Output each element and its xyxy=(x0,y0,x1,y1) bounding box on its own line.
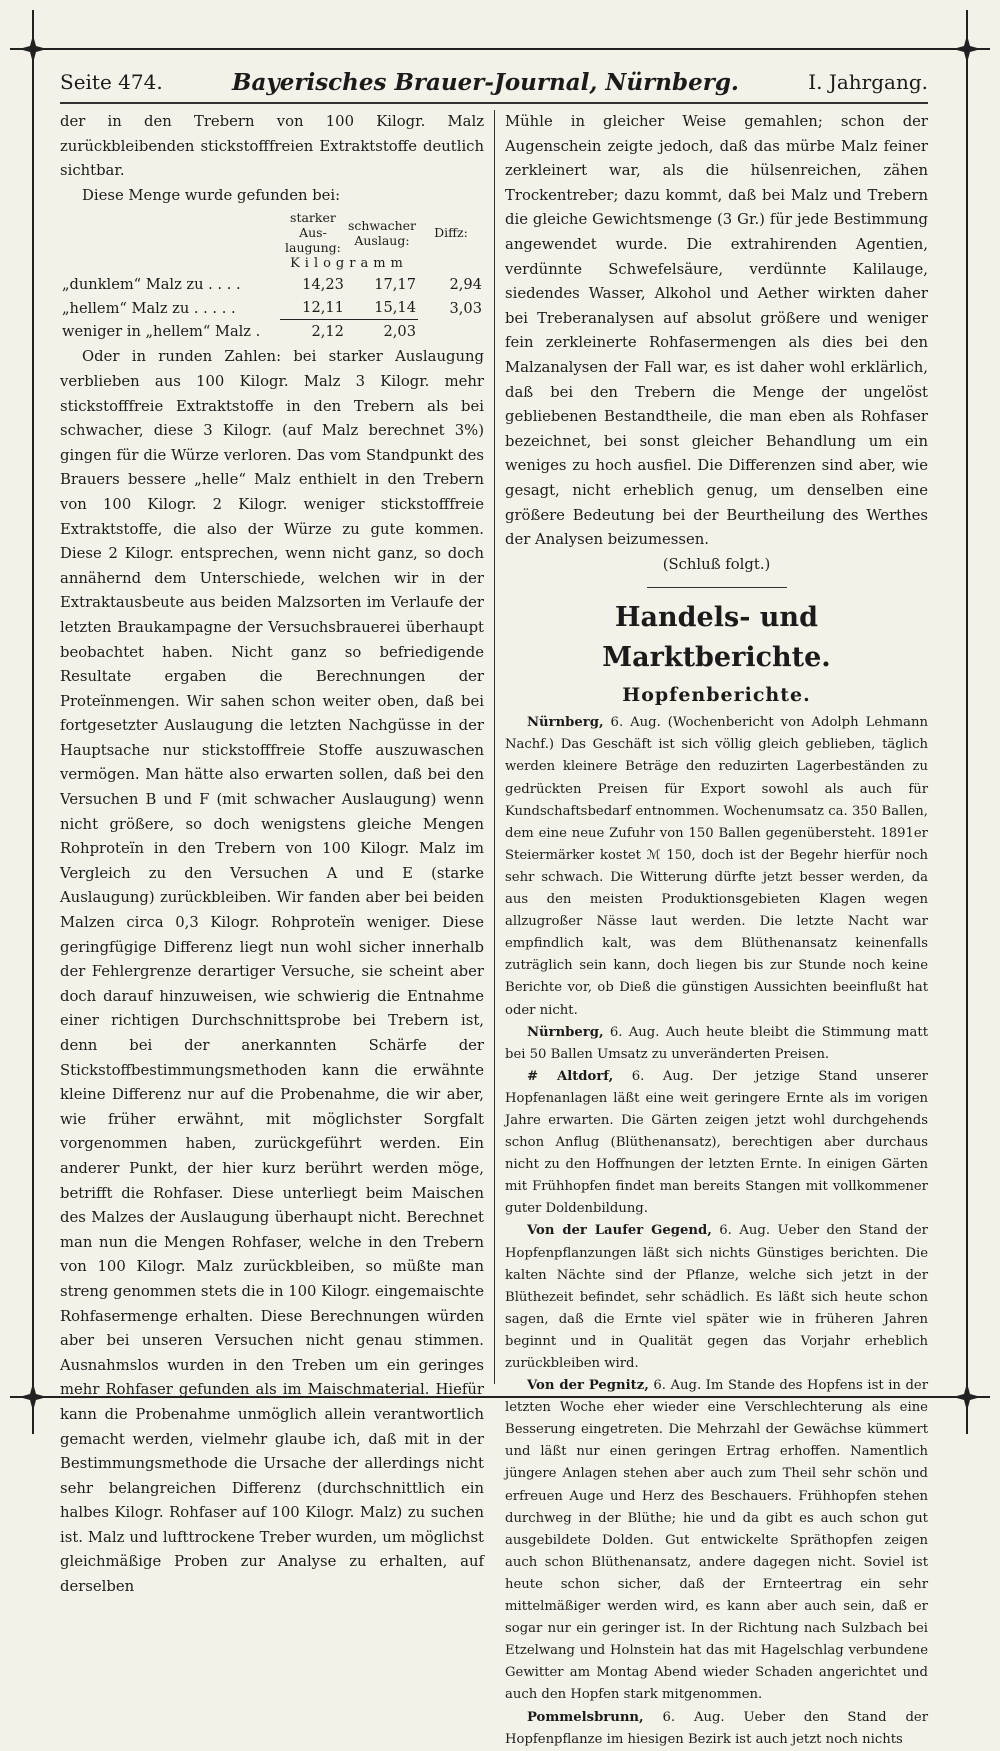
report-place: Nürnberg, xyxy=(527,1024,604,1040)
cell: 2,03 xyxy=(346,320,418,344)
cell: 14,23 xyxy=(302,276,344,294)
paragraph: Oder in runden Zahlen: bei starker Auslaugung verblieben aus 100 Kilogr. Malz 3 Kilogr. mehr stickstofffreie Extraktstoffe in den Trebern als bei schwacher, diese 3 Kilogr. (auf Malz berechnet 3%) gingen für die Würze verloren. Das vom Standpunkt des Brauers bessere „helle“ Malz enthielt in den Trebern von 100 Kilogr. 2 Kilogr. weniger stickstofffreie Extraktstoffe, die also der Würze zu gute kommen. Diese 2 Kilogr. entsprechen, wenn nicht ganz, so doch annähernd dem Unterschiede, welchen wir in der Extraktausbeute aus beiden Malzsorten im Verlaufe der letzten Braukampagne der Versuchsbrauerei überhaupt beobachtet haben. Nicht ganz so befriedigende Resultate ergaben die Berechnungen der Proteïnmengen. Wir sahen schon weiter oben, daß bei fortgesetzter Auslaugung die letzten Nachgüsse in der Hauptsache nur stickstofffreie Stoffe auszuwaschen vermögen. Man hätte also erwarten sollen, daß bei den Versuchen B und F (mit schwacher Auslaugung) wenn nicht größere, so doch wenigstens gleiche Mengen Rohproteïn in den Trebern von 100 Kilogr. Malz im Vergleich zu den Versuchen A und E (starke Auslaugung) zurückbleiben. Wir fanden aber bei beiden Malzen circa 0,3 Kilogr. Rohproteïn weniger. Diese geringfügige Differenz liegt nun wohl sicher innerhalb der Fehlergrenze derartiger Versuche, sie scheint aber doch darauf hinzuweisen, wie schwierig die Entnahme einer richtigen Durchschnittsprobe bei Trebern ist, denn bei der anerkannten Schärfe der Stickstoffbestimmungsmethoden kann die erwähnte kleine Differenz nur auf die Probenahme, die wir aber, wie früher erwähnt, mit möglichster Sorgfalt vorgenommen haben, zurückgeführt werden. Ein anderer Punkt, der hier kurz berührt werden möge, betrifft die Rohfaser. Diese unterliegt beim Maischen des Malzes der Auslaugung überhaupt nicht. Berechnet man nun die Mengen Rohfaser, welche in den Trebern von 100 Kilogr. Malz zurückbleiben, so müßte man streng genommen stets die in 100 Kilogr. eingemaischte Rohfasermenge erhalten. Diese Berechnungen würden aber bei unseren Versuchen nicht genau stimmen. Ausnahmslos wurden in den Treben um ein geringes mehr Rohfaser gefunden als im Maischmaterial. Hiefür kann die Probenahme unmöglich allein verantwortlich gemacht werden, vielmehr glaube ich, daß mit in der Bestimmungsmethode die Ursache der allerdings nicht sehr belangreichen Differenz (durchschnittlich ein halbes Kilogr. Rohfaser auf 100 Kilogr. Malz) zu suchen ist. Malz und lufttrockene Treber wurden, um möglichst gleichmäßige Proben zur Analyse zu erhalten, auf derselben xyxy=(60,348,484,1596)
paragraph: Diese Menge wurde gefunden bei: xyxy=(82,186,341,204)
report-place: Von der Laufer Gegend, xyxy=(527,1223,712,1239)
hop-reports xyxy=(505,712,928,1750)
report-text: 6. Aug. Ueber den Stand der Hopfenpflanzungen läßt sich nichts Günstiges berichten. Die kalten Nächte sind der Pflanze, welche sich jetzt in der Blüthezeit befindet, sehr schädlich. Es läßt sich heute schon sagen, daß die Ernte viel später wie in früheren Jahren beginnt und in Qualität gegen das Vorjahr erheblich zurückbleiben wird. xyxy=(505,1223,928,1371)
right-column xyxy=(494,110,929,1747)
left-column xyxy=(60,110,494,1596)
row-label: „dunklem“ Malz zu . . . . xyxy=(62,276,241,294)
cell: 15,14 xyxy=(374,299,416,317)
cell xyxy=(418,320,484,344)
paragraph: der in den Trebern von 100 Kilogr. Malz zurückbleibenden stickstofffreien Extraktstoffe deutlich sichtbar. xyxy=(60,113,484,180)
report-item xyxy=(505,1022,928,1066)
report-item xyxy=(505,1220,928,1375)
table-header: schwacher Auslaug: xyxy=(347,217,416,248)
cell: 12,11 xyxy=(302,299,344,317)
table-row xyxy=(60,320,484,344)
report-text: 6. Aug. (Wochenbericht von Adolph Lehmann Nachf.) Das Geschäft ist sich völlig gleich geblieben, täglich werden kleinere Beträge den reduzirten Lagerbeständen zu gedrückten Preisen für Export sowohl als auch für Kundschaftsbedarf entnommen. Wochenumsatz ca. 350 Ballen, dem eine neue Zufuhr von 150 Ballen gegenübersteht. 1891er Steiermärker kostet ℳ 150, doch ist der Begehr hierfür noch sehr schwach. Die Witterung dürfte jetzt besser werden, da aus den meisten Produktionsgebieten Klagen wegen allzugroßer Nässe laut werden. Die letzte Nacht war empfindlich kalt, was dem Blüthenansatz keinenfalls zuträglich sein kann, doch liegen bis zur Stunde noch keine Berichte vor, ob Dieß die günstigen Aussichten beeinflußt hat oder nicht. xyxy=(505,715,928,1018)
paragraph: Mühle in gleicher Weise gemahlen; schon der Augenschein zeigte jedoch, daß das mürbe Malz feiner zerkleinert war, als die hülsenreichen, zähen Trockentreber; dazu kommt, daß bei Malz und Trebern die gleiche Gewichtsmenge (3 Gr.) für jede Bestimmung angewendet wurde. Die extrahirenden Agentien, verdünnte Schwefelsäure, verdünnte Kalilauge, siedendes Wasser, Alkohol und Aether wirkten daher bei Treberanalysen auf absolut größere und weniger fein zerkleinerte Rohfasermengen als dies bei den Malzanalysen der Fall war, es ist daher wohl erklärlich, daß bei den Trebern die Menge der ungelöst gebliebenen Bestandtheile, die man eben als Rohfaser bezeichnet, bei sonst gleicher Behandlung um ein weniges zu hoch ausfiel. Die Differenzen sind aber, wie gesagt, nicht erheblich genug, um denselben eine größere Bedeutung bei der Beurtheilung des Werthes der Analysen beizumessen. xyxy=(505,113,928,549)
report-item xyxy=(505,1375,928,1706)
report-item xyxy=(505,1066,928,1221)
corner-ornament-icon xyxy=(953,35,981,63)
corner-ornament-icon xyxy=(19,1383,47,1411)
page-number: Seite 474. xyxy=(60,70,163,94)
report-place: Pommelsbrunn, xyxy=(527,1709,644,1725)
volume-label: I. Jahrgang. xyxy=(808,70,928,94)
sub-title: Hopfenberichte. xyxy=(622,684,811,707)
corner-ornament-icon xyxy=(19,35,47,63)
table-header: starker Aus- laugung: xyxy=(285,210,341,256)
malt-table xyxy=(60,210,484,343)
continued-note: (Schluß folgt.) xyxy=(662,555,771,573)
text-columns xyxy=(60,110,929,1747)
border-right xyxy=(966,10,968,1434)
separator-rule xyxy=(647,587,787,588)
table-row xyxy=(60,273,484,296)
report-text: 6. Aug. Ueber den Stand der Hopfenpflanze im hiesigen Bezirk ist auch jetzt noch nichts xyxy=(505,1709,928,1747)
table-header: Diffz: xyxy=(434,225,468,241)
corner-ornament-icon xyxy=(953,1383,981,1411)
row-label: „hellem“ Malz zu . . . . . xyxy=(62,299,236,317)
section-title: Handels- und Marktberichte. xyxy=(602,602,831,674)
cell: 17,17 xyxy=(374,276,416,294)
cell: 3,03 xyxy=(449,299,482,317)
report-text: 6. Aug. Auch heute bleibt die Stimmung matt bei 50 Ballen Umsatz zu unveränderten Preisen. xyxy=(505,1024,928,1062)
report-place: Nürnberg, xyxy=(527,715,604,731)
row-label: weniger in „hellem“ Malz . xyxy=(62,323,261,341)
report-place: # Altdorf, xyxy=(527,1068,614,1084)
running-header xyxy=(60,62,928,104)
table-row xyxy=(60,296,484,320)
border-top xyxy=(10,48,990,50)
table-unit: Kilogramm xyxy=(290,256,408,272)
report-item xyxy=(505,1707,928,1751)
cell: 2,12 xyxy=(280,320,346,344)
report-item xyxy=(505,712,928,1021)
cell: 2,94 xyxy=(449,276,482,294)
report-place: Von der Pegnitz, xyxy=(527,1378,649,1394)
report-text: 6. Aug. Im Stande des Hopfens ist in der letzten Woche eher wieder eine Verschlechterung als eine Besserung eingetreten. Die Mehrzahl der Gewächse kümmert und läßt nur einen geringen Ertrag erhoffen. Namentlich jüngere Anlagen stehen aber auch zum Theil sehr schön und erfreuen Auge und Herz des Beschauers. Frühhopfen stehen durchweg in der Blüthe; hie und da gibt es auch schon gut ausgebildete Dolden. Gut entwickelte Spräthopfen zeigen auch schon Blüthenansatz, andere dagegen nicht. Soviel ist heute schon sicher, daß der Ernteertrag ein sehr mittelmäßiger werden wird, es kann aber auch sein, daß er sogar nur ein geringer ist. In der Richtung nach Sulzbach bei Etzelwang und Holnstein hat das mit Hagelschlag verbundene Gewitter am Montag Abend wieder Schaden angerichtet und auch den Hopfen stark mitgenommen. xyxy=(505,1378,929,1703)
report-text: 6. Aug. Der jetzige Stand unserer Hopfenanlagen läßt eine weit geringere Ernte als im vorigen Jahre erwarten. Die Gärten zeigen jetzt wohl durchgehends schon Anflug (Blüthenansatz), berechtigen aber durchaus nicht zu den Hoffnungen der letzten Ernte. In einigen Gärten mit Frühhopfen findet man bereits Stangen mit vollkommener guter Doldenbildung. xyxy=(505,1068,928,1217)
journal-title: Bayerisches Brauer-Journal, Nürnberg. xyxy=(232,68,739,96)
border-left xyxy=(32,10,34,1434)
